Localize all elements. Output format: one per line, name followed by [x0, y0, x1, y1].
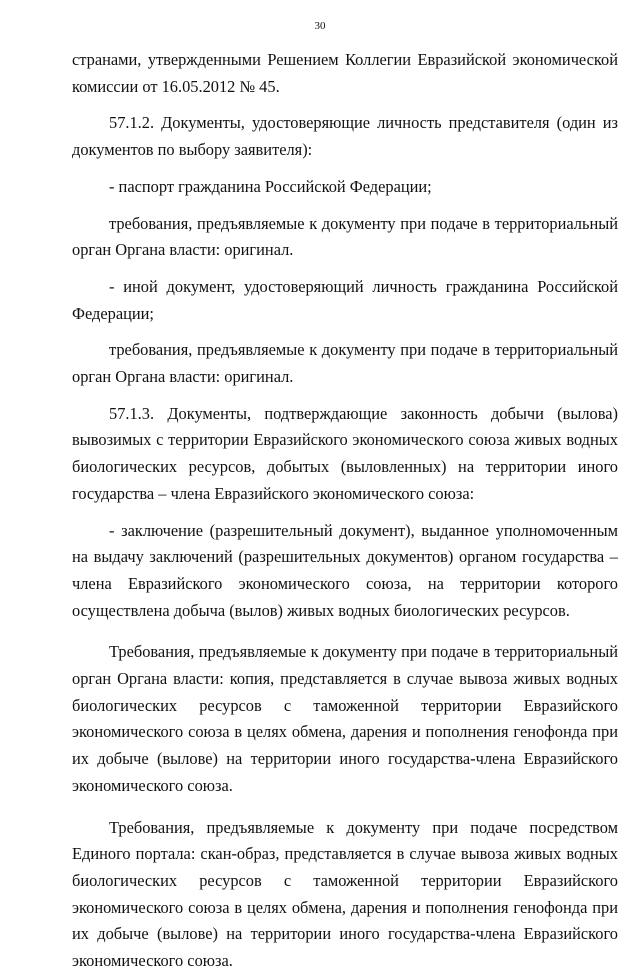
document-body [72, 47, 618, 975]
requirements-passport: требования, предъявляемые к документу при подаче в территориальный орган Органа власти: оригинал. [72, 213, 618, 260]
list-item-conclusion: - заключение (разрешительный документ), выданное уполномоченным на выдачу заключений (разрешительных документов) органом государства – члена Евразийского экономического союза, на территории которого осуществлена добыча (вылов) живых водных биологических ресурсов. [72, 520, 618, 620]
list-item-other-document: - иной документ, удостоверяющий личность гражданина Российской Федерации; [72, 276, 618, 323]
paragraph-continuation: странами, утвержденными Решением Коллегии Евразийской экономической комиссии от 16.05.2012 № 45. [72, 50, 618, 96]
list-item-passport: - паспорт гражданина Российской Федерации; [109, 176, 432, 196]
page-number: 30 [314, 20, 326, 32]
requirements-single-portal: Требования, предъявляемые к документу при подаче посредством Единого портала: скан-образ, представляется в случае вывоза живых водных биологических ресурсов с таможенной территории Евразийского экономического союза в целях обмена, дарения и пополнения генофонда при их добыче (вылове) на территории иного государства-члена Евразийского экономического союза. [72, 817, 618, 971]
paragraph-57-1-3: 57.1.3. Документы, подтверждающие законность добычи (вылова) вывозимых с территории Евразийского экономического союза живых водных биологических ресурсов, добытых (выловленных) на территории иного государства – члена Евразийского экономического союза: [72, 403, 618, 503]
requirements-other-document: требования, предъявляемые к документу при подаче в территориальный орган Органа власти: оригинал. [72, 340, 618, 387]
paragraph-57-1-2: 57.1.2. Документы, удостоверяющие личность представителя (один из документов по выбору заявителя): [72, 113, 618, 160]
requirements-territorial-body: Требования, предъявляемые к документу при подаче в территориальный орган Органа власти: копия, представляется в случае вывоза живых водных биологических ресурсов с таможенной территории Евразийского экономического союза в целях обмена, дарения и пополнения генофонда при их добыче (вылове) на территории иного государства-члена Евразийского экономического союза. [72, 642, 618, 795]
